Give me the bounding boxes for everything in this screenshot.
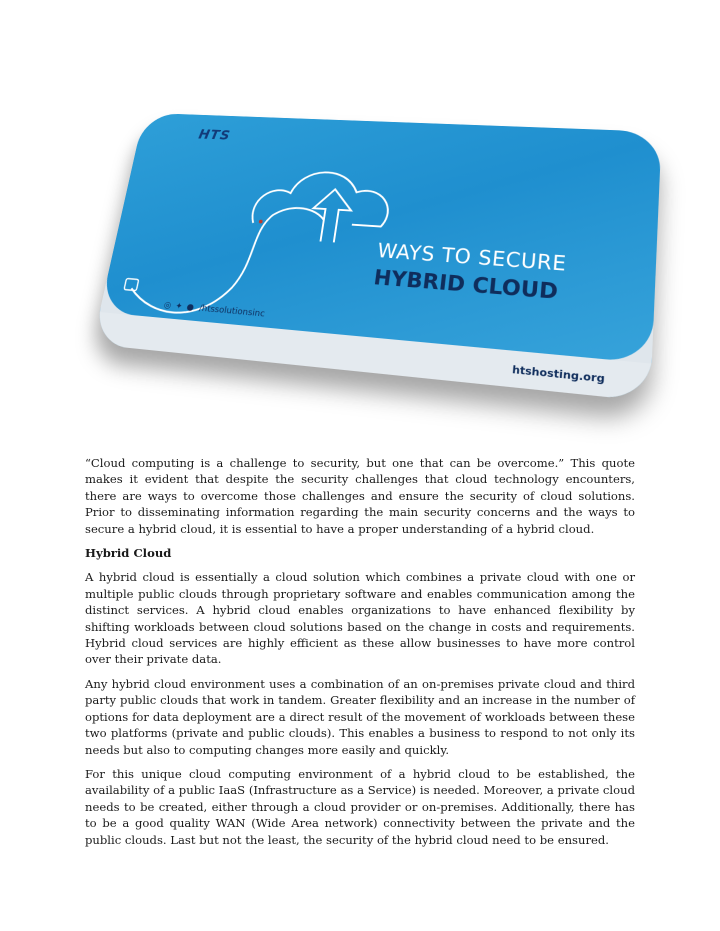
banner-card [92, 113, 661, 402]
social-media-icons: ◎ ✦ ● [162, 300, 196, 314]
banner-headline-line1: WAYS TO SECURE [375, 238, 568, 276]
intro-paragraph: “Cloud computing is a challenge to security, but one that can be overcome.” This quote makes it evident that despite the security challenges that cloud technology encounters, there are ways to overcome those challenges and ensure the security of cloud solutions. Prior to disseminating information regarding the main security concerns and the ways to secure a hybrid cloud, it is essential to have a proper understanding of a hybrid cloud. [85, 456, 635, 536]
hero-banner [80, 100, 660, 410]
paragraph-3: For this unique cloud computing environment of a hybrid cloud to be established, the availability of a public IaaS (Infrastructure as a Service) is needed. Moreover, a private cloud needs to be created, either through a cloud provider or on-premises. Additionally, there has to be a good quality WAN (Wide Area network) connectivity between the private and the public clouds. Last but not the least, the security of the hybrid cloud need to be ensured. [85, 766, 635, 847]
banner-headline-line2: HYBRID CLOUD [372, 265, 559, 304]
website-label: htshosting.org [511, 364, 606, 386]
paragraph-2: Any hybrid cloud environment uses a combination of an on-premises private cloud and third party public clouds that work in tandem. Greater flexibility and an increase in the number of options for data deployment are a direct result of the movement of workloads between these two platforms (private and public clouds). This enables a business to respond to not only its needs but also to computing changes more easily and quickly. [85, 676, 635, 757]
brand-logo: HTS [197, 126, 232, 144]
article-body [85, 455, 635, 856]
paragraph-1: A hybrid cloud is essentially a cloud solution which combines a private cloud with one or multiple public clouds through proprietary software and enables communication among the distinct services. A hybrid cloud enables organizations to have enhanced flexibility by shifting workloads between cloud solutions based on the change in costs and requirements. Hybrid cloud services are highly efficient as these allow businesses to have more control over their private data. [85, 570, 635, 667]
section-heading: Hybrid Cloud [85, 546, 172, 561]
social-handle: /htssolutionsinc [198, 303, 266, 320]
